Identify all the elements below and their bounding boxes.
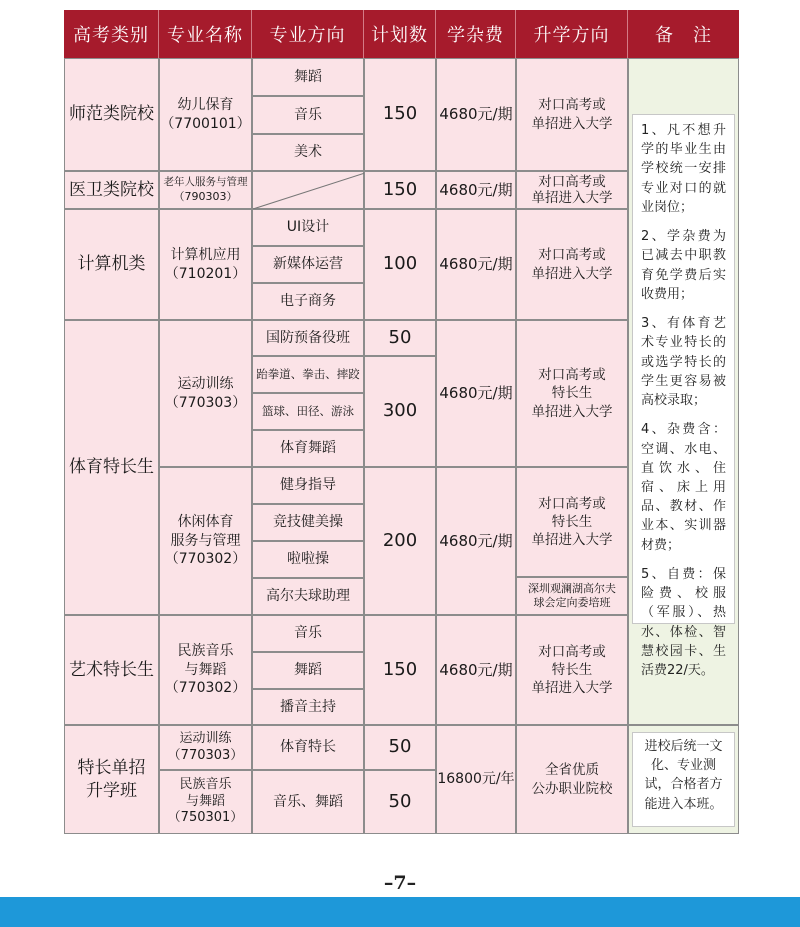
path-text: 对口高考或 特长生 单招进入大学 (516, 320, 628, 467)
path-text: 对口高考或 单招进入大学 (516, 209, 628, 320)
fee-value: 4680元/期 (436, 320, 516, 467)
header-plan: 计划数 (364, 10, 436, 58)
plan-count: 50 (364, 770, 436, 834)
direction-item: 播音主持 (252, 689, 364, 725)
category-jisuanji: 计算机类 (64, 209, 159, 320)
header-path: 升学方向 (516, 10, 628, 58)
diagonal-line (253, 172, 365, 210)
path-text: 全省优质 公办职业院校 (516, 725, 628, 834)
path-text: 对口高考或 单招进入大学 (516, 171, 628, 209)
direction-item: 音乐 (252, 96, 364, 134)
direction-item: 新媒体运营 (252, 246, 364, 283)
header-major: 专业名称 (159, 10, 252, 58)
note-danzhao (632, 732, 735, 827)
direction-item: 音乐、舞蹈 (252, 770, 364, 834)
header-direction: 专业方向 (252, 10, 364, 58)
direction-item: 体育舞蹈 (252, 430, 364, 467)
fee-value: 4680元/期 (436, 58, 516, 171)
direction-item: 跆拳道、拳击、摔跤 (252, 356, 364, 393)
major-code: （790303） (173, 189, 238, 203)
enrollment-table (64, 10, 739, 834)
major-code: （7700101） (160, 115, 251, 132)
major-cell (159, 209, 252, 320)
direction-item: 健身指导 (252, 467, 364, 504)
header-fee: 学杂费 (436, 10, 516, 58)
fee-value: 4680元/期 (436, 615, 516, 725)
direction-empty-cell (252, 171, 364, 209)
major-name: 计算机应用 (170, 246, 241, 263)
direction-item: 舞蹈 (252, 652, 364, 689)
notes-box (632, 114, 735, 679)
category-yiwei: 医卫类院校 (64, 171, 159, 209)
note-item: 5、自费：保险费、校服（军服）、热水、体检、智慧校园卡、生活费22/天。 (641, 566, 726, 679)
direction-item: 美术 (252, 134, 364, 171)
plan-count: 150 (364, 58, 436, 171)
bottom-bar (0, 897, 800, 927)
direction-item: 高尔夫球助理 (252, 578, 364, 615)
direction-item: 篮球、田径、游泳 (252, 393, 364, 430)
direction-item: 啦啦操 (252, 541, 364, 578)
plan-count: 50 (364, 320, 436, 356)
page-number: –7– (383, 872, 417, 894)
major-code: （710201） (164, 265, 247, 282)
category-yishu: 艺术特长生 (64, 615, 159, 725)
major-name: 老年人服务与管理 (163, 176, 248, 189)
note-item: 4、杂费含：空调、水电、直饮水、住宿、床上用品、教材、作业本、实训器材费； (641, 422, 726, 553)
plan-count: 100 (364, 209, 436, 320)
major-name: 运动训练 (177, 375, 234, 392)
major-code: （770303） (167, 747, 244, 763)
major-cell (159, 58, 252, 171)
major-cell (159, 467, 252, 615)
header-notes: 备 注 (628, 10, 739, 58)
note-danzhao-text: 进校后统一文化、专业测试，合格者方能进入本班。 (644, 739, 723, 812)
major-code: （770302） (164, 680, 247, 697)
plan-count: 300 (364, 356, 436, 467)
plan-count: 200 (364, 467, 436, 615)
major-name: 民族音乐 与舞蹈 (179, 776, 232, 809)
category-tiyu: 体育特长生 (64, 320, 159, 615)
major-cell (159, 770, 252, 834)
direction-item: 电子商务 (252, 283, 364, 320)
path-text: 对口高考或 单招进入大学 (516, 58, 628, 171)
fee-value: 16800元/年 (436, 725, 516, 834)
plan-count: 150 (364, 171, 436, 209)
plan-count: 150 (364, 615, 436, 725)
category-shifan: 师范类院校 (64, 58, 159, 171)
fee-value: 4680元/期 (436, 209, 516, 320)
major-code: （750301） (167, 810, 244, 826)
plan-count: 50 (364, 725, 436, 770)
path-text: 深圳观澜湖高尔夫 球会定向委培班 (516, 577, 628, 615)
header-category: 高考类别 (64, 10, 159, 58)
direction-item: 体育特长 (252, 725, 364, 770)
note-item: 1、凡不想升学的毕业生由学校统一安排专业对口的就业岗位； (641, 123, 726, 215)
major-cell (159, 725, 252, 770)
major-name: 运动训练 (179, 731, 232, 747)
major-cell (159, 615, 252, 725)
major-name: 休闲体育 服务与管理 (170, 513, 241, 549)
path-text: 对口高考或 特长生 单招进入大学 (516, 467, 628, 577)
major-name: 幼儿保育 (177, 96, 234, 113)
direction-item: 音乐 (252, 615, 364, 652)
direction-item: 舞蹈 (252, 58, 364, 96)
direction-item: 竞技健美操 (252, 504, 364, 541)
major-name: 民族音乐 与舞蹈 (177, 642, 234, 678)
fee-value: 4680元/期 (436, 467, 516, 615)
major-code: （770302） (164, 551, 247, 568)
direction-item: UI设计 (252, 209, 364, 246)
fee-value: 4680元/期 (436, 171, 516, 209)
note-item: 3、有体育艺术专业特长的或选学特长的学生更容易被高校录取； (641, 316, 726, 409)
major-cell (159, 171, 252, 209)
major-code: （770303） (164, 394, 247, 411)
note-item: 2、学杂费为已减去中职教育免学费后实收费用； (641, 229, 726, 302)
major-cell (159, 320, 252, 467)
direction-item: 国防预备役班 (252, 320, 364, 356)
category-danzhao: 特长单招 升学班 (64, 725, 159, 834)
path-text: 对口高考或 特长生 单招进入大学 (516, 615, 628, 725)
